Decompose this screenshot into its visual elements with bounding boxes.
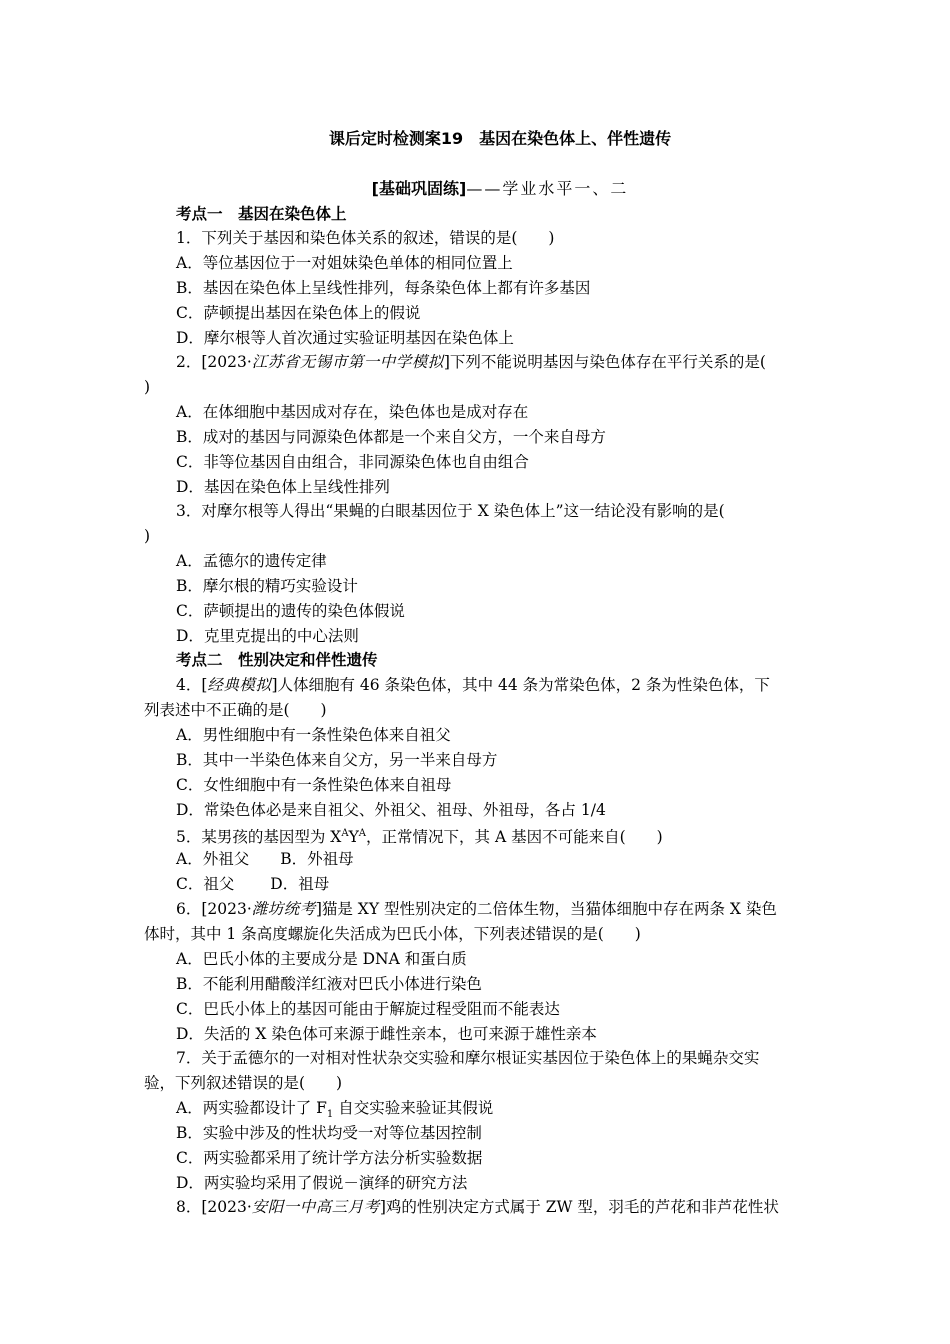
q8-stem [176,1197,779,1217]
q3-stem: 3．对摩尔根等人得出“果蝇的白眼基因位于 X 染色体上”这一结论没有影响的是( [176,502,725,520]
q6-option-c: C．巴氏小体上的基因可能由于解旋过程受阻而不能表达 [176,1000,560,1018]
q8-stem-text: ]鸡的性别决定方式属于 ZW 型，羽毛的芦花和非芦花性状 [379,1198,779,1216]
q7-a-sub: 1 [326,1109,334,1121]
q7-stem: 7．关于孟德尔的一对相对性状杂交实验和摩尔根证实基因位于染色体上的果蝇杂交实 [176,1049,760,1067]
q4-source: 经典模拟 [207,676,272,694]
section-subtitle [0,176,950,199]
section-heading-1: 考点一 基因在染色体上 [176,205,347,223]
q1-option-a: A．等位基因位于一对姐妹染色单体的相同位置上 [176,254,513,272]
q2-option-b: B．成对的基因与同源染色体都是一个来自父方，一个来自母方 [176,428,606,446]
q5-stem [176,824,663,847]
page-title: 课后定时检测案19 基因在染色体上、伴性遗传 [328,129,672,148]
q6-option-b: B．不能利用醋酸洋红液对巴氏小体进行染色 [176,975,482,993]
q4-option-b: B．其中一半染色体来自父方，另一半来自母方 [176,751,498,769]
q2-option-a: A．在体细胞中基因成对存在，染色体也是成对存在 [176,403,529,421]
q7-stem-cont: 验，下列叙述错误的是( ) [144,1074,343,1092]
q3-option-d: D．克里克提出的中心法则 [176,627,359,645]
q5-sup-2: A [358,828,367,839]
q3-option-a: A．孟德尔的遗传定律 [176,552,327,570]
q3-option-c: C．萨顿提出的遗传的染色体假说 [176,602,405,620]
q7-option-a [176,1098,493,1125]
q4-option-d: D．常染色体必是来自祖父、外祖父、祖母、外祖母，各占 1/4 [176,801,606,819]
q7-option-d: D．两实验均采用了假说－演绎的研究方法 [176,1174,468,1192]
q3-option-b: B．摩尔根的精巧实验设计 [176,577,358,595]
q7-a-post: 自交实验来验证其假说 [333,1099,494,1117]
q8-source: 安阳一中高三月考 [251,1198,380,1216]
q4-num: 4．[ [176,676,208,694]
q2-source: 江苏省无锡市第一中学模拟 [251,353,444,371]
q5-options-cd: C．祖父 D．祖母 [176,875,330,893]
subtitle-rest: ——学业水平一、二 [466,179,629,198]
q4-stem-text: ]人体细胞有 46 条染色体，其中 44 条为常染色体，2 条为性染色体，下 [271,676,770,694]
q5-sup-1: A [341,828,349,839]
section-heading-2: 考点二 性别决定和伴性遗传 [176,651,378,669]
q5-stem-pre: 5．某男孩的基因型为 X [176,828,342,847]
q7-option-b: B．实验中涉及的性状均受一对等位基因控制 [176,1124,482,1142]
q6-stem [176,899,777,919]
q1-option-d: D．摩尔根等人首次通过实验证明基因在染色体上 [176,329,514,347]
q4-stem-cont: 列表述中不正确的是( ) [144,701,327,719]
q1-option-b: B．基因在染色体上呈线性排列，每条染色体上都有许多基因 [176,279,591,297]
q2-stem [176,352,766,372]
q2-stem-text: ]下列不能说明基因与染色体存在平行关系的是( [443,353,766,371]
q6-stem-text: ]猫是 XY 型性别决定的二倍体生物，当猫体细胞中存在两条 X 染色 [315,900,777,918]
q4-option-c: C．女性细胞中有一条性染色体来自祖母 [176,776,452,794]
q6-option-a: A．巴氏小体的主要成分是 DNA 和蛋白质 [176,950,467,968]
q5-stem-post: ，正常情况下，其 A 基因不可能来自( ) [366,828,663,847]
q5-options-ab: A．外祖父 B．外祖母 [176,850,354,868]
q5-stem-mid: Y [348,828,359,847]
q2-num: 2．[2023· [176,353,252,371]
q6-source: 潍坊统考 [251,900,316,918]
subtitle-tag: [基础巩固练] [371,179,467,198]
q1-option-c: C．萨顿提出基因在染色体上的假说 [176,304,421,322]
q7-option-c: C．两实验都采用了统计学方法分析实验数据 [176,1149,483,1167]
q4-stem [176,675,770,695]
q2-stem-cont: ) [144,378,151,396]
q6-stem-cont: 体时，其中 1 条高度螺旋化失活成为巴氏小体，下列表述错误的是( ) [144,925,641,943]
q4-option-a: A．男性细胞中有一条性染色体来自祖父 [176,726,451,744]
q8-num: 8．[2023· [176,1198,252,1216]
q2-option-d: D．基因在染色体上呈线性排列 [176,478,390,496]
q6-num: 6．[2023· [176,900,252,918]
q1-stem: 1．下列关于基因和染色体关系的叙述，错误的是( ) [176,229,555,247]
q7-a-pre: A．两实验都设计了 F [176,1099,327,1117]
q2-option-c: C．非等位基因自由组合，非同源染色体也自由组合 [176,453,529,471]
q3-stem-cont: ) [144,527,151,545]
q6-option-d: D．失活的 X 染色体可来源于雌性亲本，也可来源于雄性亲本 [176,1025,597,1043]
